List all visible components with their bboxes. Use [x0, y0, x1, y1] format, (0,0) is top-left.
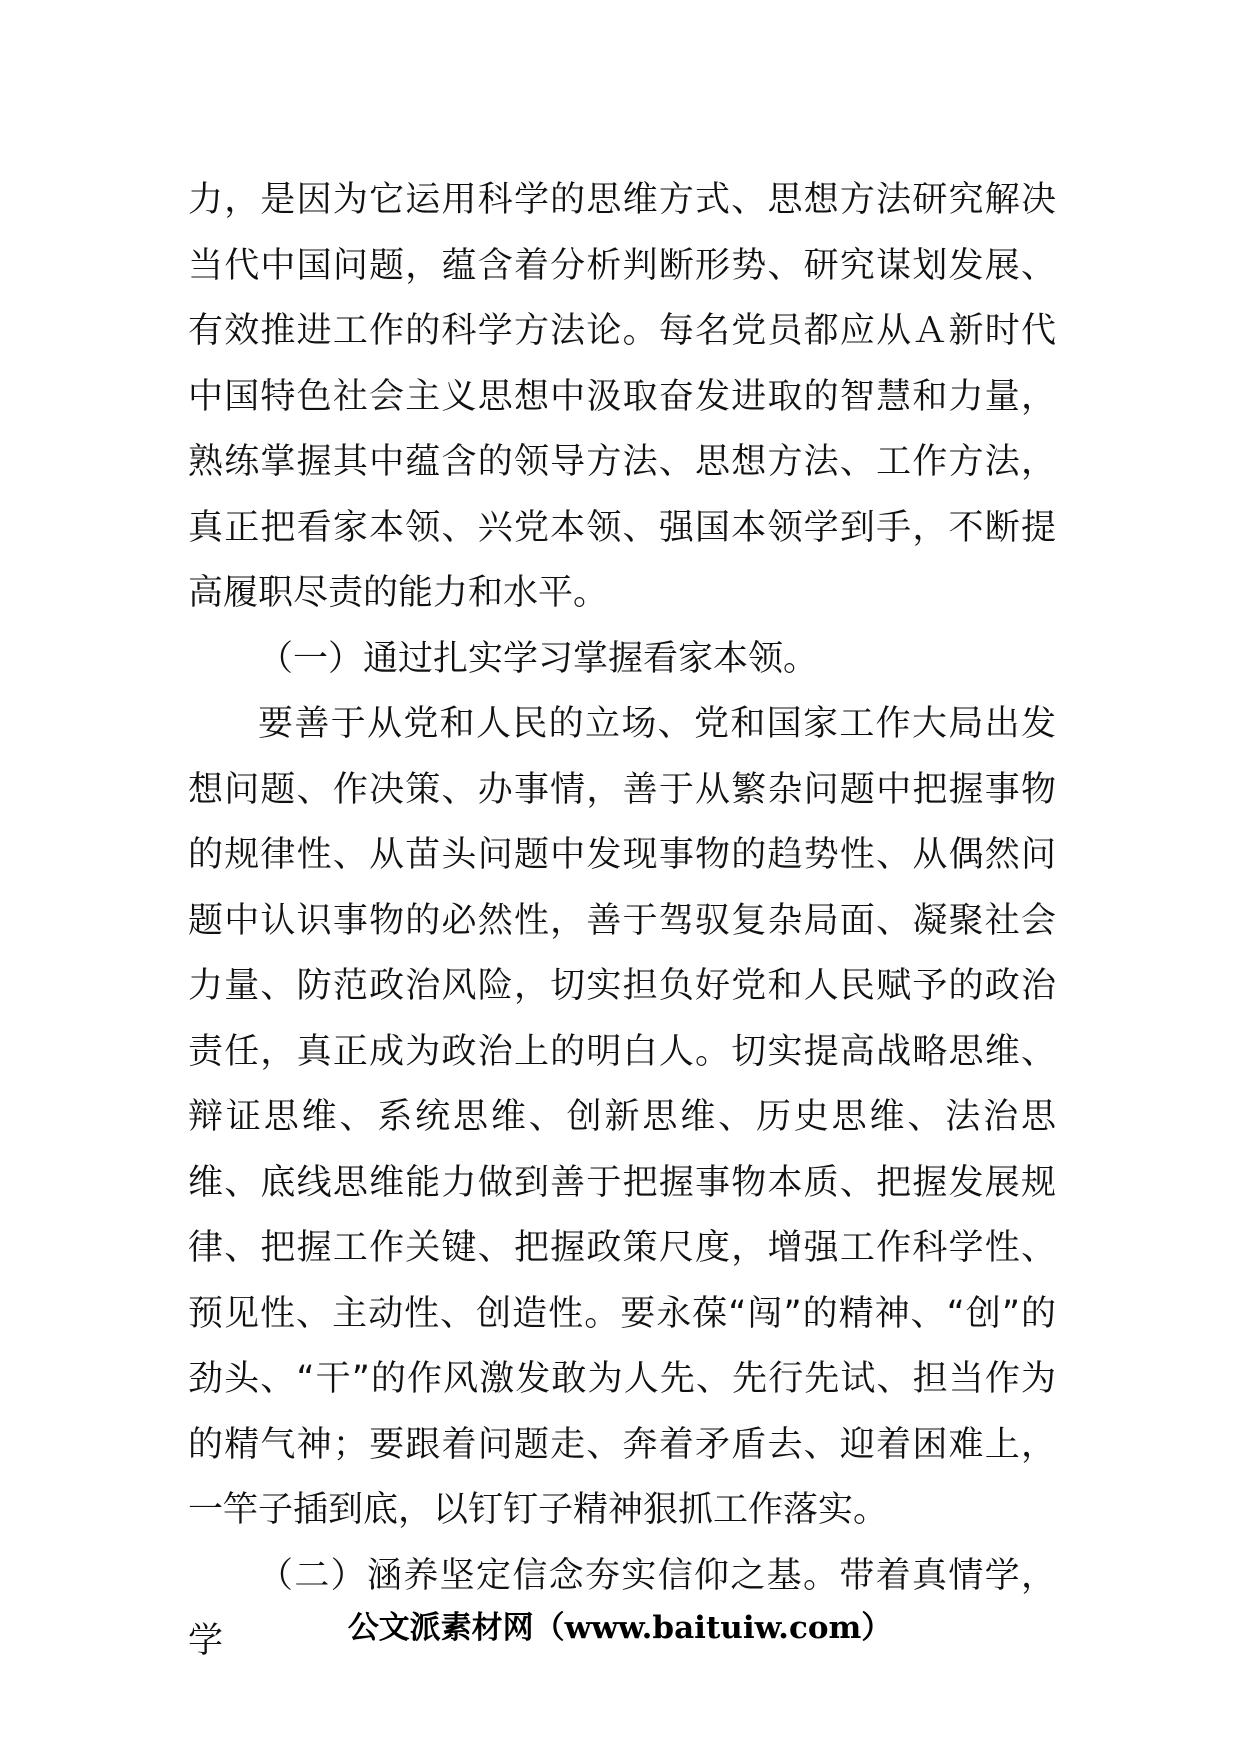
paragraph-1: 力，是因为它运用科学的思维方式、思想方法研究解决当代中国问题，蕴含着分析判断形势、研究谋划发展、有效推进工作的科学方法论。每名党员都应从Ａ新时代中国特色社会主义思想中汲取奋发进取的智慧和力量，熟练掌握其中蕴含的领导方法、思想方法、工作方法，真正把看家本领、兴党本领、强国本领学到手，不断提高履职尽责的能力和水平。: [188, 180, 1056, 613]
watermark-footer: 公文派素材网（www.baituiw.com）: [347, 1610, 893, 1646]
section-heading-2: （二）涵养坚定信念夯实信仰之基。带着真情学，学: [188, 1555, 1056, 1661]
paragraph-2: 要善于从党和人民的立场、党和国家工作大局出发想问题、作决策、办事情，善于从繁杂问题中把握事物的规律性、从苗头问题中发现事物的趋势性、从偶然问题中认识事物的必然性，善于驾驭复杂局面、凝聚社会力量、防范政治风险，切实担负好党和人民赋予的政治责任，真正成为政治上的明白人。切实提高战略思维、辩证思维、系统思维、创新思维、历史思维、法治思维、底线思维能力做到善于把握事物本质、把握发展规律、把握工作关键、把握政策尺度，增强工作科学性、预见性、主动性、创造性。要永葆“闯”的精神、“创”的劲头、“干”的作风激发敢为人先、先行先试、担当作为的精气神；要跟着问题走、奔着矛盾去、迎着困难上，一竿子插到底，以钉钉子精神狠抓工作落实。: [188, 704, 1056, 1530]
document-body: [188, 168, 1056, 1675]
section-heading-1: （一）通过扎实学习掌握看家本领。: [258, 638, 819, 679]
